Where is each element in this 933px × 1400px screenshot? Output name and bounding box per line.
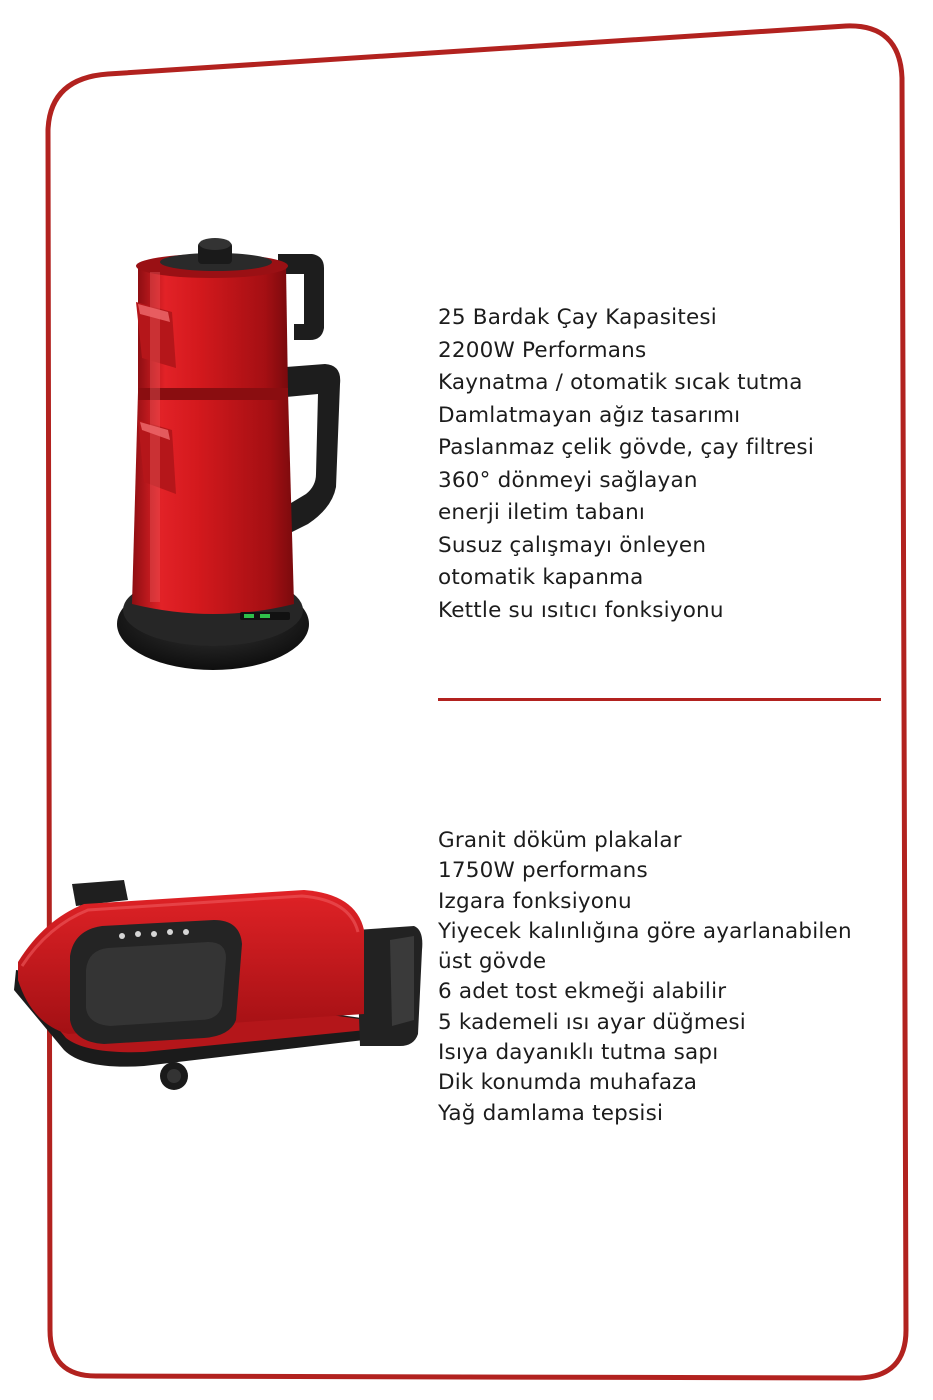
- list-item: 6 adet tost ekmeği alabilir: [438, 979, 727, 1005]
- list-item: Kettle su ısıtıcı fonksiyonu: [438, 597, 724, 623]
- list-item: üst gövde: [438, 949, 547, 975]
- list-item: 5 kademeli ısı ayar düğmesi: [438, 1009, 746, 1035]
- list-item: Granit döküm plakalar: [438, 828, 682, 853]
- list-item: 25 Bardak Çay Kapasitesi: [438, 305, 717, 330]
- list-item: Isıya dayanıklı tutma sapı: [438, 1040, 719, 1066]
- list-item: enerji iletim tabanı: [438, 500, 646, 525]
- list-item: Damlatmayan ağız tasarımı: [438, 402, 741, 428]
- section-divider: [438, 698, 881, 701]
- list-item: 1750W performans: [438, 858, 648, 884]
- tea-kettle-icon: [110, 232, 350, 680]
- list-item: Susuz çalışmayı önleyen: [438, 532, 707, 558]
- list-item: Dik konumda muhafaza: [438, 1070, 698, 1096]
- list-item: otomatik kapanma: [438, 565, 644, 590]
- kettle-feature-list: [438, 302, 814, 627]
- list-item: Paslanmaz çelik gövde, çay filtresi: [438, 435, 815, 460]
- list-item: 2200W Performans: [438, 337, 647, 363]
- toaster-grill-icon: [4, 870, 428, 1102]
- list-item: Yağ damlama tepsisi: [438, 1100, 664, 1126]
- list-item: Izgara fonksiyonu: [438, 888, 632, 914]
- list-item: Yiyecek kalınlığına göre ayarlanabilen: [438, 918, 852, 944]
- list-item: Kaynatma / otomatik sıcak tutma: [438, 370, 803, 395]
- toaster-feature-list: [438, 826, 852, 1129]
- list-item: 360° dönmeyi sağlayan: [438, 467, 698, 493]
